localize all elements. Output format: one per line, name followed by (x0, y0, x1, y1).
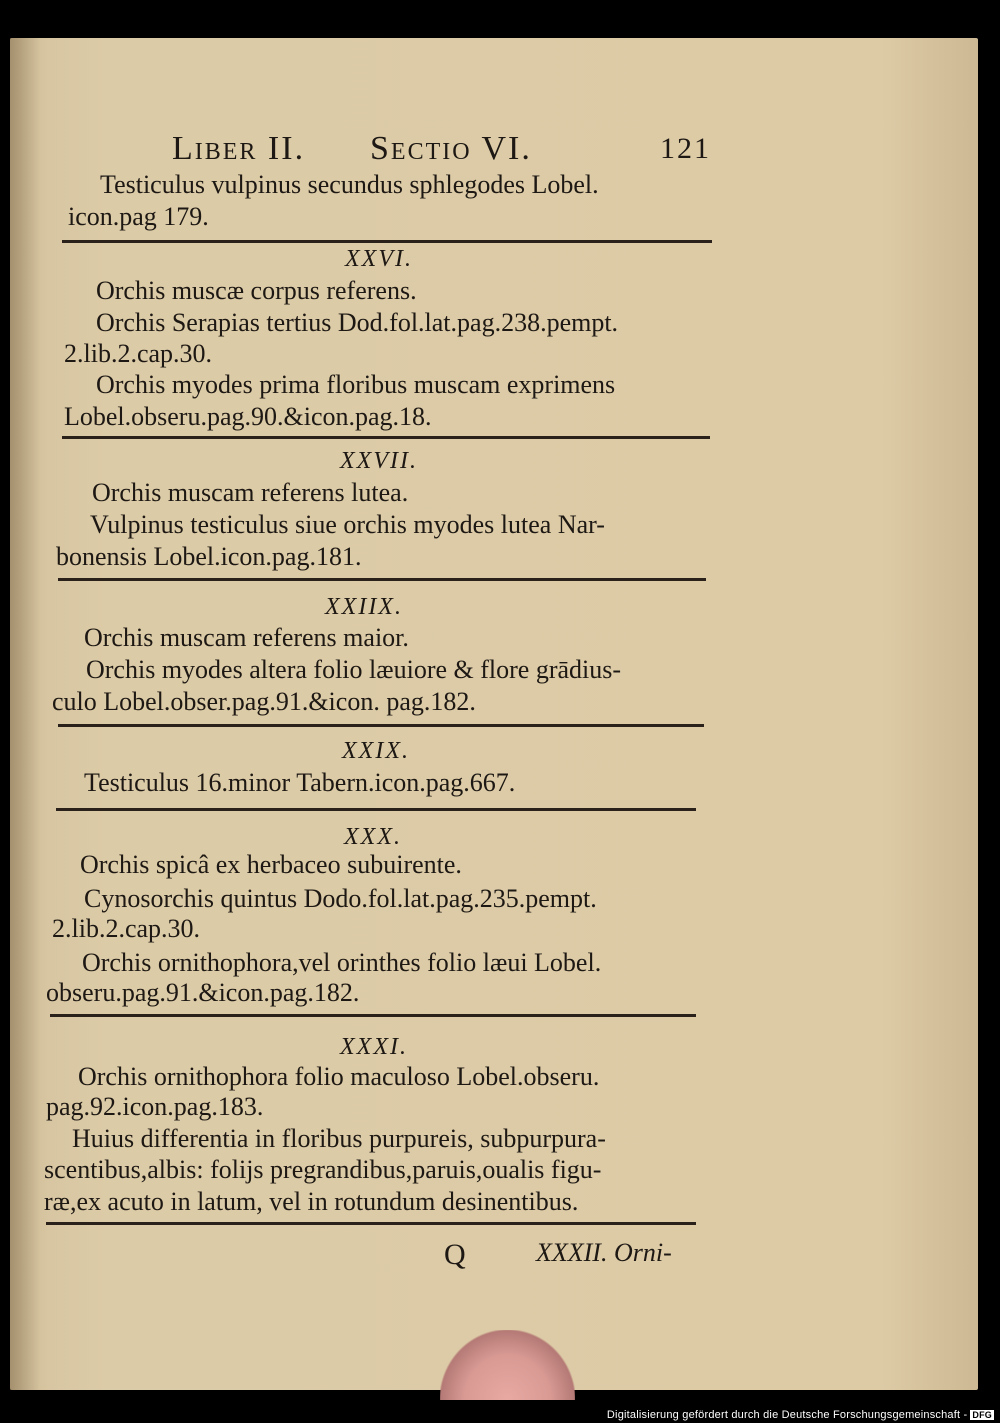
text-line: pag.92.icon.pag.183. (46, 1092, 264, 1121)
text-line: Orchis myodes altera folio læuiore & flore grādius- (86, 655, 622, 684)
section-rule (62, 240, 712, 243)
text-line: Cynosorchis quintus Dodo.fol.lat.pag.235.pempt. (84, 884, 597, 913)
finger-image (440, 1330, 575, 1400)
text-line: bonensis Lobel.icon.pag.181. (56, 542, 362, 571)
running-head-sectio: Sectio VI. (370, 130, 532, 167)
running-head-liber: Liber II. (172, 130, 306, 167)
section-rule (58, 724, 704, 727)
text-line: 2.lib.2.cap.30. (52, 914, 201, 943)
footer-credit (607, 1409, 994, 1421)
text-line: Vulpinus testiculus siue orchis myodes lutea Nar- (90, 510, 605, 539)
section-number: XXVII. (340, 448, 418, 474)
section-number: XXIX. (342, 738, 410, 764)
catchword: XXXII. Orni- (536, 1238, 672, 1267)
section-number: XXXI. (340, 1034, 408, 1060)
text-line: Orchis spicâ ex herbaceo subuirente. (80, 850, 462, 879)
signature-mark: Q (444, 1238, 466, 1271)
text-line: Orchis muscam referens lutea. (92, 478, 409, 507)
section-rule (46, 1222, 696, 1225)
text-line: icon.pag 179. (68, 202, 209, 231)
text-line: Orchis muscæ corpus referens. (96, 276, 417, 305)
text-line: Orchis myodes prima floribus muscam exprimens (96, 370, 616, 399)
section-number: XXIIX. (325, 594, 403, 620)
text-line: 2.lib.2.cap.30. (64, 339, 213, 368)
text-line: Lobel.obseru.pag.90.&icon.pag.18. (64, 402, 432, 431)
gutter-shadow (10, 38, 40, 1390)
text-line: Orchis muscam referens maior. (84, 623, 409, 652)
text-line: Huius differentia in floribus purpureis, subpurpura- (72, 1124, 606, 1153)
dfg-logo: DFG (972, 1410, 992, 1420)
section-rule (50, 1014, 696, 1017)
text-line: scentibus,albis: folijs pregrandibus,paruis,oualis figu- (44, 1155, 602, 1184)
section-number: XXVI. (345, 246, 413, 272)
text-line: ræ,ex acuto in latum, vel in rotundum desinentibus. (44, 1187, 579, 1216)
section-number: XXX. (344, 824, 402, 850)
text-line: culo Lobel.obser.pag.91.&icon. pag.182. (52, 687, 476, 716)
text-line: Testiculus vulpinus secundus sphlegodes Lobel. (100, 170, 599, 199)
text-line: Orchis Serapias tertius Dod.fol.lat.pag.238.pempt. (96, 308, 619, 337)
page-number: 121 (660, 132, 711, 165)
section-rule (58, 578, 706, 581)
text-line: obseru.pag.91.&icon.pag.182. (46, 978, 360, 1007)
text-line: Orchis ornithophora folio maculoso Lobel.obseru. (78, 1062, 600, 1091)
text-line: Orchis ornithophora,vel orinthes folio læui Lobel. (82, 948, 602, 977)
section-rule (62, 436, 710, 439)
section-rule (56, 808, 696, 811)
text-line: Testiculus 16.minor Tabern.icon.pag.667. (84, 768, 516, 797)
footer-credit-text: Digitalisierung gefördert durch die Deutsche Forschungsgemeinschaft - (606, 1409, 968, 1421)
